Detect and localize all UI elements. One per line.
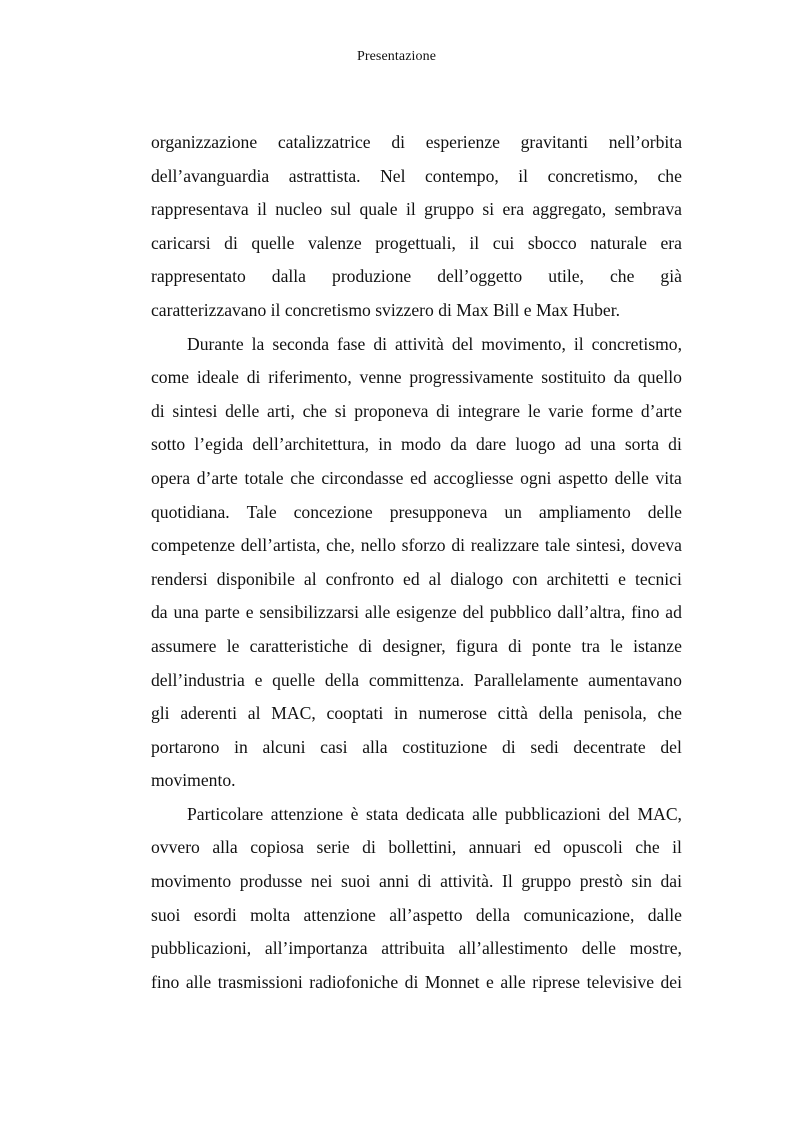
- text-line: suoi esordi molta attenzione all’aspetto della comunicazione, dalle: [151, 904, 682, 925]
- text-line: fino alle trasmissioni radiofoniche di Monnet e alle riprese televisive dei: [151, 971, 682, 992]
- text-line: pubblicazioni, all’importanza attribuita all’allestimento delle mostre,: [151, 938, 682, 959]
- text-line: rappresentato dalla produzione dell’oggetto utile, che già: [151, 266, 682, 287]
- text-line: Durante la seconda fase di attività del movimento, il concretismo,: [187, 333, 682, 354]
- body-text: [151, 126, 682, 999]
- text-line: competenze dell’artista, che, nello sforzo di realizzare tale sintesi, doveva: [151, 535, 682, 556]
- text-line: gli aderenti al MAC, cooptati in numerose città della penisola, che: [151, 703, 682, 724]
- text-line: portarono in alcuni casi alla costituzione di sedi decentrate del: [151, 736, 682, 757]
- text-line: opera d’arte totale che circondasse ed accogliesse ogni aspetto delle vita: [151, 467, 682, 488]
- text-line: rappresentava il nucleo sul quale il gruppo si era aggregato, sembrava: [151, 199, 682, 220]
- text-line: movimento.: [151, 770, 236, 791]
- text-line: Particolare attenzione è stata dedicata alle pubblicazioni del MAC,: [187, 803, 682, 824]
- paragraph: [151, 798, 682, 1000]
- text-line: organizzazione catalizzatrice di esperienze gravitanti nell’orbita: [151, 132, 682, 152]
- text-line: sotto l’egida dell’architettura, in modo da dare luogo ad una sorta di: [151, 434, 682, 455]
- text-line: caricarsi di quelle valenze progettuali, il cui sbocco naturale era: [151, 232, 682, 253]
- text-line: quotidiana. Tale concezione presupponeva un ampliamento delle: [151, 501, 682, 522]
- text-line: dell’industria e quelle della committenza. Parallelamente aumentavano: [151, 669, 682, 690]
- text-line: dell’avanguardia astrattista. Nel contempo, il concretismo, che: [151, 165, 682, 186]
- text-line: di sintesi delle arti, che si proponeva di integrare le varie forme d’arte: [151, 400, 682, 421]
- text-line: movimento produsse nei suoi anni di attività. Il gruppo prestò sin dai: [151, 871, 682, 892]
- text-line: come ideale di riferimento, venne progressivamente sostituito da quello: [151, 367, 682, 388]
- text-line: da una parte e sensibilizzarsi alle esigenze del pubblico dall’altra, fino ad: [151, 602, 682, 623]
- running-header: Presentazione: [356, 49, 437, 64]
- paragraph: [151, 126, 682, 328]
- text-line: ovvero alla copiosa serie di bollettini, annuari ed opuscoli che il: [151, 837, 682, 858]
- text-line: rendersi disponibile al confronto ed al dialogo con architetti e tecnici: [151, 568, 682, 589]
- text-line: caratterizzavano il concretismo svizzero di Max Bill e Max Huber.: [151, 299, 620, 320]
- paragraph: [151, 328, 682, 798]
- text-line: assumere le caratteristiche di designer, figura di ponte tra le istanze: [151, 635, 682, 656]
